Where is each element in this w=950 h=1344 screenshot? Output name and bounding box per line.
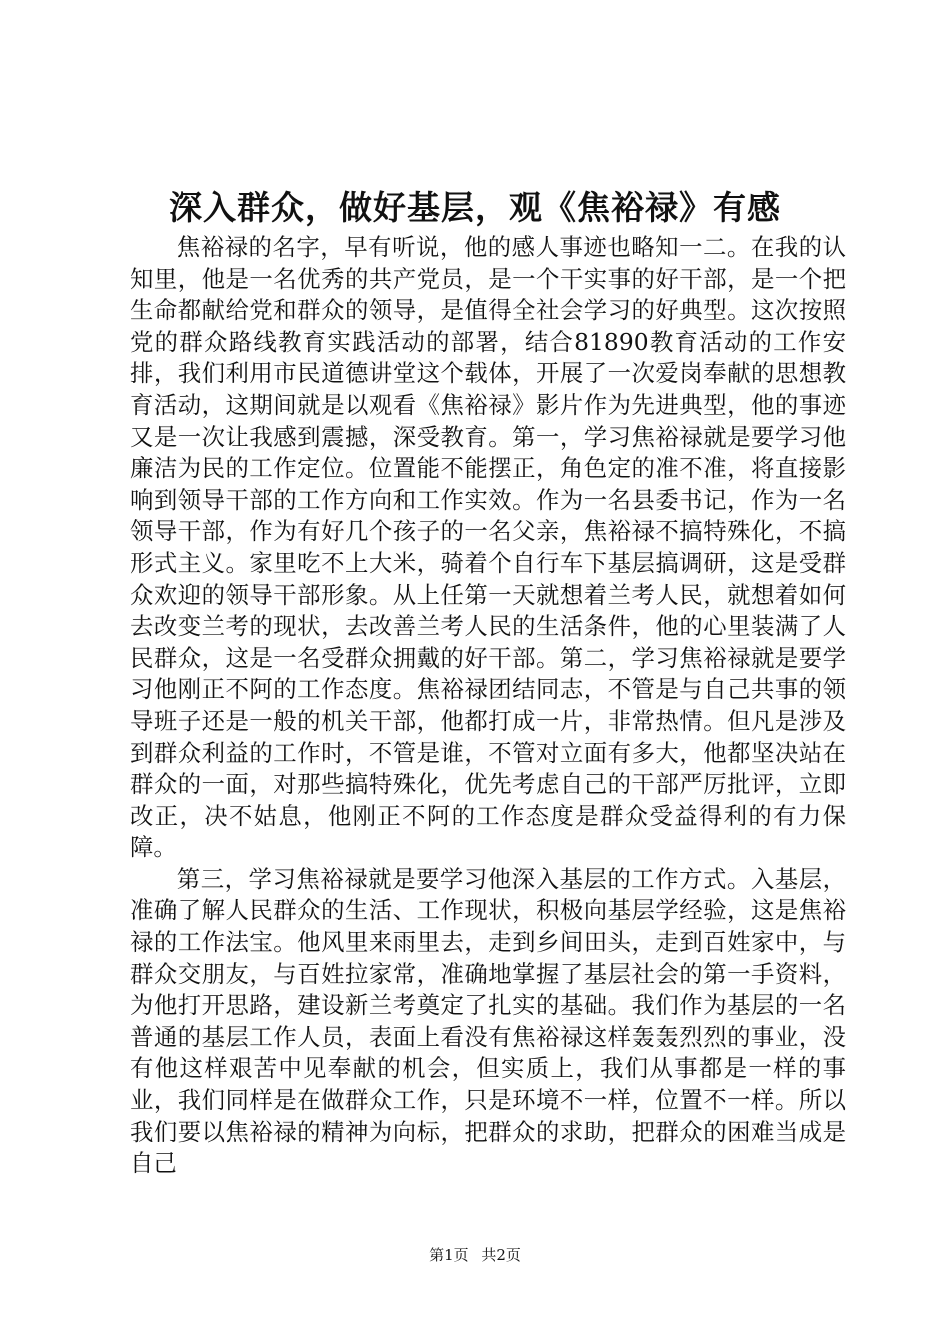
page-number-total: 共2页 — [481, 1246, 521, 1264]
document-body — [130, 232, 846, 1180]
paragraph-2: 第三，学习焦裕禄就是要学习他深入基层的工作方式。入基层，准确了解人民群众的生活、工作现状，积极向基层学经验，这是焦裕禄的工作法宝。他风里来雨里去，走到乡间田头，走到百姓家中，与群众交朋友，与百姓拉家常，准确地掌握了基层社会的第一手资料，为他打开思路，建设新兰考奠定了扎实的基础。我们作为基层的一名普通的基层工作人员，表面上看没有焦裕禄这样轰轰烈烈的事业，没有他这样艰苦中见奉献的机会，但实质上，我们从事都是一样的事业，我们同样是在做群众工作，只是环境不一样，位置不一样。所以我们要以焦裕禄的精神为向标，把群众的求助，把群众的困难当成是自己 — [130, 864, 846, 1178]
page-footer — [0, 1245, 950, 1265]
document-title: 深入群众，做好基层，观《焦裕禄》有感 — [169, 188, 781, 227]
page-number-current: 第1页 — [429, 1246, 469, 1264]
paragraph-1: 焦裕禄的名字，早有听说，他的感人事迹也略知一二。在我的认知里，他是一名优秀的共产党员，是一个干实事的好干部，是一个把生命都献给党和群众的领导，是值得全社会学习的好典型。这次按照党的群众路线教育实践活动的部署，结合81890教育活动的工作安排，我们利用市民道德讲堂这个载体，开展了一次爱岗奉献的思想教育活动，这期间就是以观看《焦裕禄》影片作为先进典型，他的事迹又是一次让我感到震撼，深受教育。第一，学习焦裕禄就是要学习他廉洁为民的工作定位。位置能不能摆正，角色定的准不准，将直接影响到领导干部的工作方向和工作实效。作为一名县委书记，作为一名领导干部，作为有好几个孩子的一名父亲，焦裕禄不搞特殊化，不搞形式主义。家里吃不上大米，骑着个自行车下基层搞调研，这是受群众欢迎的领导干部形象。从上任第一天就想着兰考人民，就想着如何去改变兰考的现状，去改善兰考人民的生活条件，他的心里装满了人民群众，这是一名受群众拥戴的好干部。第二，学习焦裕禄就是要学习他刚正不阿的工作态度。焦裕禄团结同志，不管是与自己共事的领导班子还是一般的机关干部，他都打成一片，非常热情。但凡是涉及到群众利益的工作时，不管是谁，不管对立面有多大，他都坚决站在群众的一面，对那些搞特殊化，优先考虑自己的干部严厉批评，立即改正，决不姑息，他刚正不阿的工作态度是群众受益得利的有力保障。 — [130, 233, 846, 862]
